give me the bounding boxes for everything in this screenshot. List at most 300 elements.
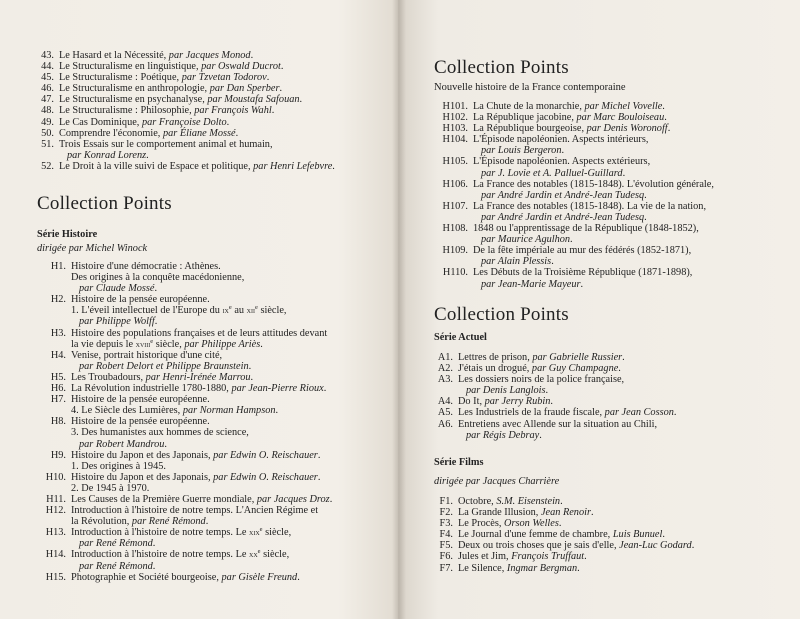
entry-number: A5.: [437, 407, 453, 419]
list-entry: [36, 572, 396, 583]
author-name: par Jacques Monod: [168, 50, 251, 61]
entry-text: [458, 363, 796, 374]
entry-text: [59, 161, 396, 172]
entry-text-segment: 1. L'éveil intellectuel de l'Europe du: [71, 305, 223, 317]
list-entry: [434, 496, 796, 507]
author-name: par Guy Champagne: [531, 363, 619, 375]
entry-text-segment: e: [255, 304, 258, 312]
entry-text-segment: Le Droit à la ville suivi de Espace et politique,: [59, 160, 254, 172]
entry-line: [71, 461, 396, 472]
author-name: par Denis Woronoff: [586, 123, 668, 135]
list-entry: [36, 527, 396, 549]
entry-number: A6.: [437, 418, 453, 430]
entry-text-segment: .: [662, 101, 665, 112]
entry-number: H9.: [50, 449, 66, 461]
entry-text: [473, 245, 796, 267]
author-name: par Robert Delort et Philippe Braunstein: [79, 360, 249, 372]
entry-line: [59, 94, 396, 105]
author-name: par Jacques Droz: [256, 493, 330, 505]
entry-line: [71, 272, 396, 283]
author-name: par Éliane Mossé: [162, 127, 236, 139]
entry-number: H15.: [45, 571, 66, 583]
entry-number: 46.: [41, 83, 54, 95]
entry-line: [473, 145, 796, 156]
entry-number: F1.: [439, 496, 453, 507]
list-entry: [36, 472, 396, 494]
entry-text-segment: .: [570, 234, 573, 246]
list-entry: [36, 294, 396, 327]
serie-actuel-title: Série Actuel: [434, 332, 487, 343]
entry-number: H10.: [45, 471, 66, 483]
list-entry: [36, 394, 396, 416]
entry-line: [458, 430, 796, 441]
entry-text-segment: Introduction à l'histoire de notre temps. L'Ancien Régime et: [71, 505, 319, 517]
entry-text-segment: .: [580, 278, 584, 290]
entry-text-segment: .: [332, 160, 335, 172]
france-list: [434, 101, 796, 290]
author-name: par Robert Mandrou: [79, 438, 165, 450]
entry-line: [71, 527, 396, 538]
entry-number: H103.: [442, 123, 468, 135]
list-entry: [36, 128, 396, 139]
entry-text-segment: .: [560, 496, 563, 507]
entry-line: [458, 540, 796, 551]
entry-number: F3.: [439, 518, 453, 530]
entry-number: H14.: [45, 549, 66, 561]
entry-text-segment: ix: [222, 305, 229, 316]
entry-line: [71, 316, 396, 327]
entry-text-segment: .: [644, 211, 647, 223]
entry-line: [473, 267, 796, 278]
entry-text-segment: .: [226, 116, 230, 128]
entry-text-segment: L'Épisode napoléonien. Aspects intérieurs,: [473, 134, 649, 146]
entry-number: H1.: [50, 261, 66, 272]
author-name: par Marc Bouloiseau: [576, 112, 665, 124]
entry-line: [71, 483, 396, 494]
entry-number: A1.: [437, 352, 453, 363]
list-entry: [36, 494, 396, 505]
entry-text: [473, 123, 796, 134]
entry-line: [71, 472, 396, 483]
entry-text: [458, 496, 796, 507]
entry-line: [71, 439, 396, 450]
entry-text-segment: Histoire de la pensée européenne.: [71, 294, 210, 306]
entry-line: [71, 283, 396, 294]
entry-text-segment: .: [154, 316, 158, 328]
entry-number: H109.: [442, 245, 468, 257]
list-entry: [434, 245, 796, 267]
author-name: par Norman Hampson: [182, 405, 276, 417]
entry-line: [71, 361, 396, 372]
entry-text-segment: siècle,: [153, 338, 185, 350]
entry-text: [458, 529, 796, 540]
entry-line: [71, 350, 396, 361]
list-entry: [36, 139, 396, 161]
entry-line: [458, 407, 796, 418]
list-entry: [434, 551, 796, 562]
entry-text-segment: .: [551, 256, 554, 268]
author-name: par Claude Mossé: [79, 283, 155, 295]
entry-text: [71, 494, 396, 505]
entry-line: [59, 139, 396, 150]
entry-number: H13.: [45, 527, 66, 539]
entry-text-segment: Les Industriels de la fraude fiscale,: [458, 407, 605, 419]
collection-heading: Collection Points: [37, 193, 172, 214]
entry-text-segment: Jules et Jim,: [458, 551, 512, 563]
entry-line: [71, 305, 396, 316]
entry-text-segment: Histoire des populations françaises et de leurs attitudes devant: [71, 327, 328, 339]
author-name: par Philippe Wolff: [79, 316, 155, 328]
entry-text: [458, 563, 796, 574]
entry-text-segment: Le Structuralisme : Philosophie,: [59, 105, 195, 117]
entry-text-segment: .: [622, 352, 625, 363]
entry-line: [473, 101, 796, 112]
entry-number: 49.: [41, 116, 54, 128]
entry-number: H6.: [50, 383, 66, 395]
entry-line: [71, 505, 396, 516]
entry-text: [473, 101, 796, 112]
entry-text: [71, 416, 396, 449]
entry-line: [458, 385, 796, 396]
author-name: par Françoise Dolto: [141, 116, 227, 128]
entry-text-segment: Lettres de prison,: [458, 352, 533, 363]
entry-number: 50.: [41, 127, 54, 139]
entry-text: [71, 383, 396, 394]
entry-text-segment: .: [323, 383, 327, 395]
entry-line: [71, 494, 396, 505]
entry-text-segment: Histoire d'une démocratie : Athènes.: [71, 261, 221, 272]
entry-line: [458, 518, 796, 529]
entry-text: [458, 419, 796, 441]
author-name: par René Rémond: [79, 538, 153, 550]
entry-number: F7.: [439, 562, 453, 574]
entry-text: [473, 223, 796, 245]
entry-text-segment: Histoire du Japon et des Japonais,: [71, 471, 214, 483]
actuel-list: [434, 352, 796, 441]
entry-number: F5.: [439, 540, 453, 552]
author-name: par Gisèle Freund: [221, 571, 298, 583]
list-entry: [434, 201, 796, 223]
entry-text: [458, 352, 796, 363]
entry-text-segment: Les Débuts de la Troisième République (1871-1898),: [473, 267, 693, 279]
entry-line: [458, 529, 796, 540]
entry-text-segment: Le Silence,: [458, 562, 507, 574]
entry-line: [71, 538, 396, 549]
entry-line: [458, 551, 796, 562]
author-name: par Edwin O. Reischauer: [213, 449, 318, 461]
entry-text-segment: .: [618, 363, 621, 375]
list-entry: [434, 396, 796, 407]
author-name: par René Rémond: [131, 516, 206, 528]
entry-text-segment: Histoire de la pensée européenne.: [71, 416, 210, 428]
entry-text-segment: Venise, portrait historique d'une cité,: [71, 349, 223, 361]
author-name: par François Wahl: [194, 105, 272, 117]
entry-text: [59, 61, 396, 72]
entry-text-segment: .: [250, 50, 254, 61]
entry-line: [473, 156, 796, 167]
entry-line: [71, 450, 396, 461]
entry-line: [473, 112, 796, 123]
entry-text-segment: .: [584, 551, 587, 563]
list-entry: [36, 383, 396, 394]
author-name: par Henri-Irénée Marrou: [145, 371, 251, 383]
entry-text-segment: Le Structuralisme en psychanalyse,: [59, 94, 208, 106]
entry-text-segment: .: [279, 83, 283, 95]
entry-text-segment: .: [558, 518, 562, 530]
entry-line: [458, 507, 796, 518]
entry-text-segment: Do It,: [458, 396, 485, 408]
entry-text-segment: xii: [246, 305, 255, 316]
entry-text-segment: De la fête impériale au mur des fédérés (1852-1871),: [473, 245, 692, 257]
entry-number: H104.: [442, 134, 468, 146]
entry-text-segment: .: [260, 338, 263, 350]
list-entry: [36, 61, 396, 72]
entry-text: [59, 105, 396, 116]
entry-line: [71, 339, 396, 350]
entry-line: [71, 405, 396, 416]
serie-histoire-director: dirigée par Michel Winock: [37, 243, 148, 254]
entry-text-segment: Les Causes de la Première Guerre mondiale,: [71, 493, 257, 505]
entry-text-segment: la Révolution,: [71, 516, 132, 528]
entry-line: [473, 201, 796, 212]
author-name: par Gabrielle Russier: [532, 352, 623, 363]
list-entry: [434, 112, 796, 123]
entry-text-segment: Introduction à l'histoire de notre temps. Le: [71, 527, 249, 539]
list-entry: [434, 267, 796, 289]
entry-number: F6.: [439, 551, 453, 563]
author-name: par Dan Sperber: [209, 83, 280, 95]
author-name: par Jean-Pierre Rioux: [231, 383, 324, 395]
list-entry: [434, 179, 796, 201]
entry-line: [71, 383, 396, 394]
entry-line: [473, 134, 796, 145]
entry-text-segment: Des origines à la conquête macédonienne,: [71, 272, 245, 284]
entry-line: [59, 117, 396, 128]
entry-text-segment: Photographie et Société bourgeoise,: [71, 571, 222, 583]
entry-number: 48.: [41, 105, 54, 117]
entry-text: [458, 407, 796, 418]
entry-text-segment: La France des notables (1815-1848). L'évolution générale,: [473, 178, 714, 190]
entry-text: [473, 267, 796, 289]
serie-histoire-title: Série Histoire: [37, 229, 98, 240]
entry-text-segment: 1. Des origines à 1945.: [71, 460, 166, 472]
entry-text-segment: .: [280, 61, 284, 73]
entry-text: [473, 179, 796, 201]
entry-number: H102.: [442, 112, 468, 124]
entry-text-segment: La Chute de la monarchie,: [473, 101, 585, 112]
list-entry: [434, 223, 796, 245]
entry-number: H11.: [46, 493, 66, 505]
entry-number: H5.: [50, 371, 66, 383]
entry-line: [473, 279, 796, 290]
entry-text-segment: e: [150, 337, 154, 345]
entry-text-segment: La France des notables (1815-1848). La vie de la nation,: [473, 200, 707, 212]
entry-number: 44.: [41, 61, 54, 73]
entry-line: [71, 561, 396, 572]
author-name: par André Jardin et André-Jean Tudesq: [481, 211, 645, 223]
entry-line: [458, 419, 796, 430]
entry-text-segment: Deux ou trois choses que je sais d'elle,: [458, 540, 620, 552]
entry-number: H101.: [442, 101, 468, 112]
entry-text: [71, 372, 396, 383]
entry-line: [59, 105, 396, 116]
entry-line: [59, 150, 396, 161]
entry-text-segment: L'Épisode napoléonien. Aspects extérieurs,: [473, 156, 651, 168]
book-gutter: [392, 0, 406, 619]
entry-text-segment: La Révolution industrielle 1780-1880,: [71, 383, 232, 395]
list-entry: [434, 419, 796, 441]
entry-text-segment: Les dossiers noirs de la police française,: [458, 374, 625, 386]
entry-text-segment: .: [550, 396, 553, 408]
entry-line: [59, 50, 396, 61]
list-entry: [434, 507, 796, 518]
entry-text-segment: Le Cas Dominique,: [59, 116, 142, 128]
entry-text: [71, 328, 396, 350]
entry-line: [71, 427, 396, 438]
entry-text-segment: Les Troubadours,: [71, 371, 146, 383]
entry-text-segment: .: [248, 360, 252, 372]
list-entry: [36, 505, 396, 527]
entry-text: [59, 83, 396, 94]
entry-line: [473, 223, 796, 234]
entry-line: [71, 549, 396, 560]
entry-line: [71, 516, 396, 527]
list-entry: [36, 261, 396, 294]
entry-number: H12.: [45, 505, 66, 517]
entry-text-segment: au: [231, 305, 247, 317]
entry-text: [71, 394, 396, 416]
list-entry: [36, 328, 396, 350]
entry-text: [59, 128, 396, 139]
entry-text: [458, 507, 796, 518]
author-name: par Jean-Marie Mayeur: [481, 278, 581, 290]
entry-text-segment: .: [205, 516, 209, 528]
entry-text-segment: .: [691, 540, 695, 552]
histoire-list: [36, 261, 396, 583]
author-name: par Tzvetan Todorov: [181, 72, 267, 84]
author-name: par Moustafa Safouan: [207, 94, 300, 106]
entry-text-segment: .: [266, 72, 270, 84]
list-entry: [36, 372, 396, 383]
author-name: par Henri Lefebvre: [253, 160, 333, 172]
entry-text-segment: 4. Le Siècle des Lumières,: [71, 405, 183, 417]
entry-text-segment: e: [228, 304, 232, 312]
entry-text: [473, 156, 796, 178]
entry-text: [473, 112, 796, 123]
list-entry: [434, 101, 796, 112]
entry-text-segment: la vie depuis le: [71, 338, 136, 350]
list-entry: [434, 134, 796, 156]
entry-text: [59, 117, 396, 128]
entry-line: [71, 416, 396, 427]
entry-text: [473, 134, 796, 156]
entry-text-segment: Le Structuralisme en linguistique,: [59, 61, 202, 73]
entry-text-segment: Comprendre l'économie,: [59, 127, 163, 139]
entry-line: [473, 190, 796, 201]
entry-line: [458, 563, 796, 574]
entry-number: H110.: [442, 267, 468, 279]
entry-text-segment: .: [539, 429, 542, 441]
list-entry: [434, 540, 796, 551]
entry-text: [458, 396, 796, 407]
entry-line: [71, 328, 396, 339]
list-entry: [36, 72, 396, 83]
entry-number: A4.: [437, 396, 453, 408]
list-entry: [434, 407, 796, 418]
entry-line: [473, 212, 796, 223]
nouvelle-histoire-subtitle: Nouvelle histoire de la France contemporaine: [434, 82, 626, 93]
entry-text-segment: .: [329, 493, 333, 505]
entry-text-segment: xviii: [135, 338, 151, 349]
entry-line: [473, 245, 796, 256]
entry-text: [458, 374, 796, 396]
entry-text: [473, 201, 796, 223]
entry-text-segment: .: [577, 562, 580, 574]
entry-number: H108.: [442, 223, 468, 235]
entry-text: [71, 350, 396, 372]
entry-line: [473, 123, 796, 134]
author-name: par Edwin O. Reischauer: [213, 471, 318, 483]
entry-line: [71, 572, 396, 583]
author-name: par Louis Bergeron: [481, 145, 562, 157]
right-page: [398, 0, 800, 619]
entry-text: [59, 72, 396, 83]
entry-number: F2.: [439, 507, 453, 519]
entry-number: H4.: [50, 349, 66, 361]
entry-text-segment: .: [152, 560, 156, 572]
entry-text-segment: .: [545, 385, 549, 397]
entry-text-segment: .: [662, 529, 665, 541]
author-name: par J. Lovie et A. Palluel-Guillard: [481, 167, 623, 179]
entry-text-segment: Entretiens avec Allende sur la situation au Chili,: [458, 418, 658, 430]
entry-text-segment: .: [644, 189, 647, 201]
entry-text-segment: 3. Des humanistes aux hommes de science,: [71, 427, 249, 439]
entry-number: 47.: [41, 94, 54, 106]
entry-number: H105.: [442, 156, 468, 168]
entry-text-segment: .: [561, 145, 565, 157]
serie-films-director: dirigée par Jacques Charrière: [434, 476, 560, 487]
entry-text-segment: .: [297, 571, 300, 583]
entry-line: [59, 83, 396, 94]
list-entry: [434, 352, 796, 363]
entry-line: [71, 261, 396, 272]
entry-text: [71, 505, 396, 527]
entry-text-segment: 2. De 1945 à 1970.: [71, 482, 150, 494]
collection-heading-actuel: Collection Points: [434, 304, 569, 325]
author-name: par Maurice Agulhon: [481, 234, 571, 246]
entry-line: [59, 72, 396, 83]
entry-text: [71, 572, 396, 583]
list-entry: [36, 549, 396, 571]
collection-heading-france: Collection Points: [434, 57, 569, 78]
entry-text-segment: La Grande Illusion,: [458, 507, 541, 519]
entry-line: [458, 396, 796, 407]
author-name: par Oswald Ducrot: [201, 61, 281, 73]
entry-text: [59, 139, 396, 161]
entry-text: [458, 540, 796, 551]
author-name: François Truffaut: [511, 551, 585, 563]
entry-text-segment: La République jacobine,: [473, 112, 577, 124]
entry-line: [71, 294, 396, 305]
entry-text: [71, 294, 396, 327]
entry-number: H2.: [50, 294, 66, 306]
entry-line: [59, 128, 396, 139]
entry-text-segment: Introduction à l'histoire de notre temps. Le: [71, 549, 249, 561]
author-name: par Michel Vovelle: [584, 101, 663, 112]
author-name: Luis Bunuel: [612, 529, 663, 541]
entry-number: H107.: [442, 200, 468, 212]
entry-text-segment: .: [154, 283, 158, 295]
